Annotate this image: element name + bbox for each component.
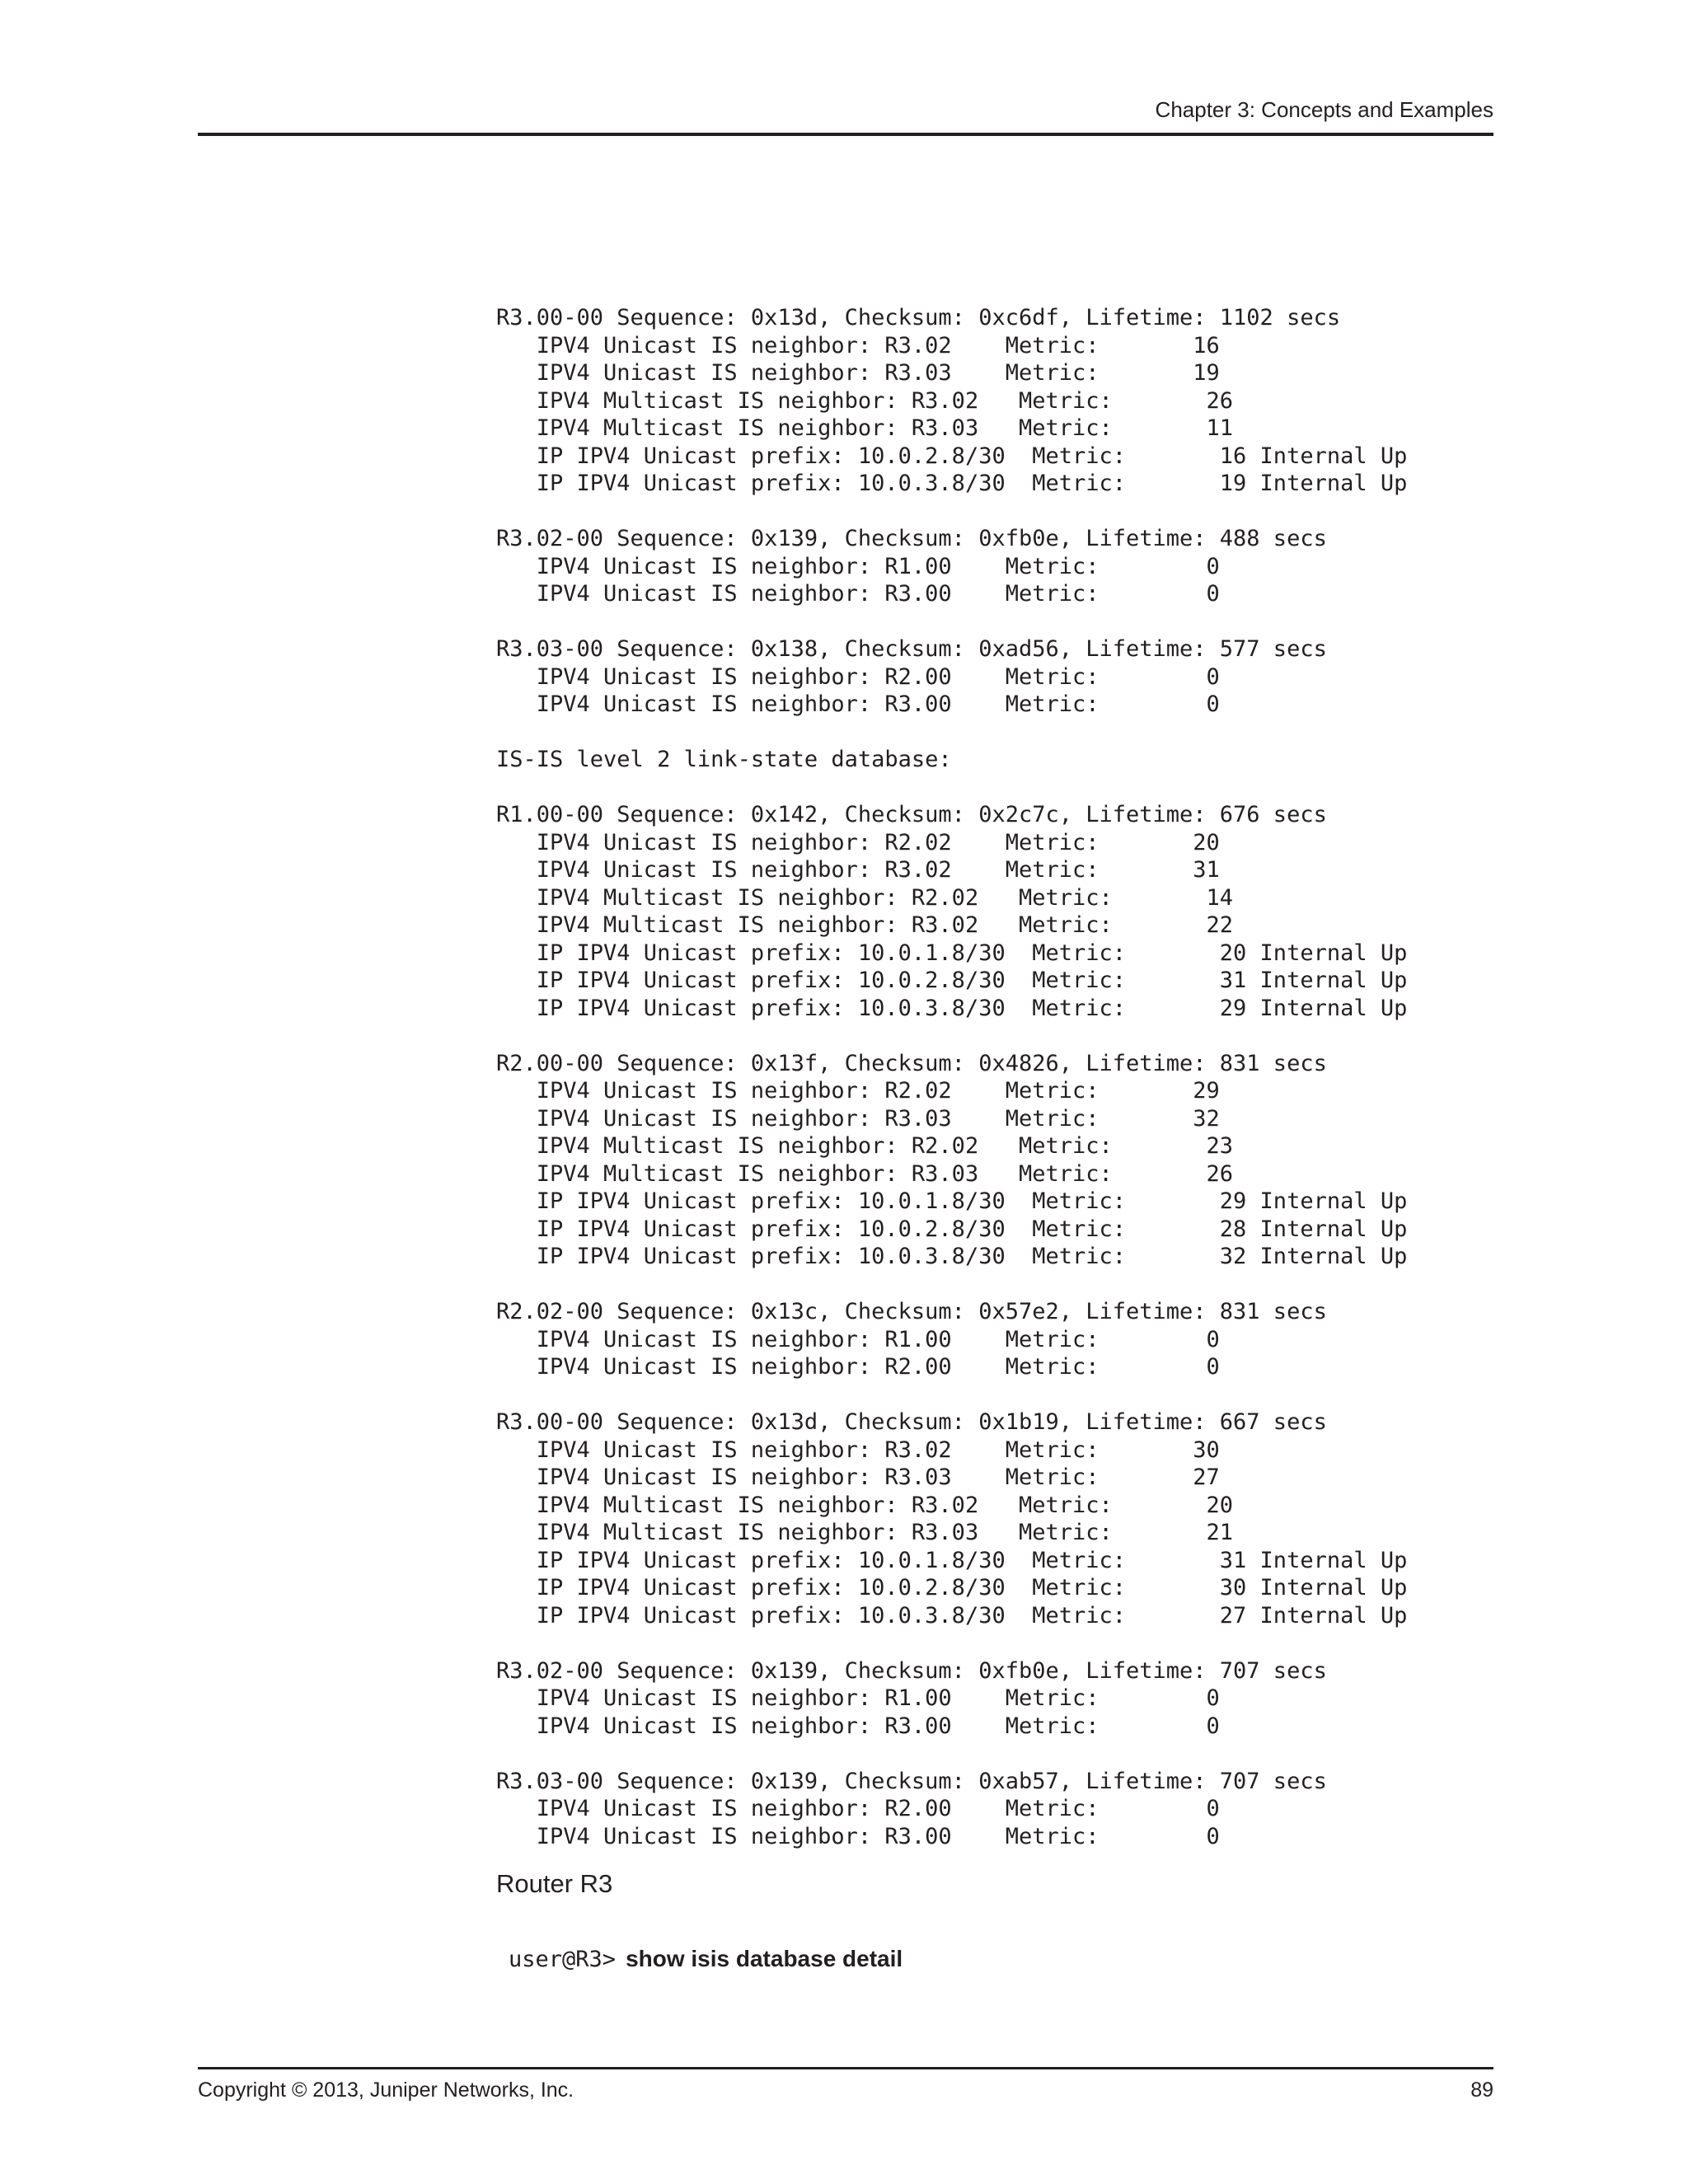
code-line: R2.02-00 Sequence: 0x13c, Checksum: 0x57e2, Lifetime: 831 secs bbox=[496, 1299, 1327, 1324]
code-line bbox=[496, 498, 1485, 526]
code-line bbox=[496, 719, 1485, 747]
code-line: IPV4 Multicast IS neighbor: R3.02 Metric: 22 bbox=[496, 912, 1234, 938]
code-line: IPV4 Multicast IS neighbor: R3.02 Metric: 26 bbox=[496, 387, 1234, 414]
code-line: IPV4 Unicast IS neighbor: R3.03 Metric: 32 bbox=[496, 1105, 1220, 1132]
code-line: IP IPV4 Unicast prefix: 10.0.1.8/30 Metric: 31 Internal Up bbox=[496, 1547, 1408, 1573]
code-line: IPV4 Multicast IS neighbor: R2.02 Metric: 23 bbox=[496, 1133, 1234, 1159]
code-line: IP IPV4 Unicast prefix: 10.0.2.8/30 Metric: 30 Internal Up bbox=[496, 1575, 1408, 1601]
cli-output-block bbox=[496, 304, 1485, 1850]
code-line bbox=[496, 1629, 1485, 1657]
code-line: IPV4 Unicast IS neighbor: R2.00 Metric: 0 bbox=[496, 1796, 1220, 1821]
code-line: IPV4 Unicast IS neighbor: R3.00 Metric: 0 bbox=[496, 581, 1220, 607]
code-line: IPV4 Unicast IS neighbor: R1.00 Metric: 0 bbox=[496, 1326, 1220, 1352]
code-line: IPV4 Unicast IS neighbor: R3.00 Metric: 0 bbox=[496, 1823, 1220, 1849]
code-line bbox=[496, 1271, 1485, 1299]
code-line bbox=[496, 774, 1485, 802]
cli-prompt: user@R3> bbox=[509, 1947, 617, 1972]
code-line: IS-IS level 2 link-state database: bbox=[496, 747, 952, 772]
code-line: IPV4 Unicast IS neighbor: R2.00 Metric: 0 bbox=[496, 1354, 1220, 1380]
section-heading: Router R3 bbox=[496, 1869, 613, 1898]
code-line: IPV4 Multicast IS neighbor: R3.03 Metric: 26 bbox=[496, 1160, 1234, 1187]
code-line: R3.00-00 Sequence: 0x13d, Checksum: 0x1b19, Lifetime: 667 secs bbox=[496, 1409, 1327, 1435]
code-line: IPV4 Unicast IS neighbor: R1.00 Metric: 0 bbox=[496, 1685, 1220, 1711]
code-line: IPV4 Unicast IS neighbor: R3.03 Metric: 27 bbox=[496, 1465, 1220, 1490]
code-line: IP IPV4 Unicast prefix: 10.0.2.8/30 Metric: 16 Internal Up bbox=[496, 443, 1408, 469]
code-line: R3.02-00 Sequence: 0x139, Checksum: 0xfb0e, Lifetime: 707 secs bbox=[496, 1657, 1327, 1684]
code-line: IP IPV4 Unicast prefix: 10.0.2.8/30 Metric: 31 Internal Up bbox=[496, 968, 1408, 993]
code-line: IPV4 Multicast IS neighbor: R2.02 Metric: 14 bbox=[496, 884, 1234, 911]
command-line bbox=[496, 1920, 903, 1972]
code-line: R3.02-00 Sequence: 0x139, Checksum: 0xfb0e, Lifetime: 488 secs bbox=[496, 526, 1327, 551]
code-line: IPV4 Unicast IS neighbor: R3.03 Metric: 19 bbox=[496, 360, 1220, 386]
header-rule bbox=[198, 133, 1493, 136]
footer-copyright: Copyright © 2013, Juniper Networks, Inc. bbox=[198, 2079, 574, 2102]
code-line: R1.00-00 Sequence: 0x142, Checksum: 0x2c7c, Lifetime: 676 secs bbox=[496, 802, 1327, 827]
code-line: R2.00-00 Sequence: 0x13f, Checksum: 0x4826, Lifetime: 831 secs bbox=[496, 1050, 1327, 1076]
code-line bbox=[496, 1381, 1485, 1409]
code-line: R3.00-00 Sequence: 0x13d, Checksum: 0xc6df, Lifetime: 1102 secs bbox=[496, 305, 1341, 330]
cli-command: show isis database detail bbox=[626, 1946, 903, 1971]
page-number: 89 bbox=[1470, 2079, 1493, 2102]
code-line: IP IPV4 Unicast prefix: 10.0.3.8/30 Metric: 32 Internal Up bbox=[496, 1244, 1408, 1269]
code-line: IP IPV4 Unicast prefix: 10.0.1.8/30 Metric: 29 Internal Up bbox=[496, 1188, 1408, 1214]
code-line: IPV4 Multicast IS neighbor: R3.03 Metric: 21 bbox=[496, 1520, 1234, 1545]
code-line: R3.03-00 Sequence: 0x138, Checksum: 0xad56, Lifetime: 577 secs bbox=[496, 636, 1327, 662]
code-line bbox=[496, 1022, 1485, 1050]
code-line: IPV4 Unicast IS neighbor: R2.02 Metric: 20 bbox=[496, 829, 1220, 855]
code-line: IP IPV4 Unicast prefix: 10.0.3.8/30 Metric: 19 Internal Up bbox=[496, 471, 1408, 496]
footer-rule bbox=[198, 2067, 1493, 2069]
code-line: IP IPV4 Unicast prefix: 10.0.3.8/30 Metric: 27 Internal Up bbox=[496, 1602, 1408, 1629]
code-line: IPV4 Multicast IS neighbor: R3.02 Metric: 20 bbox=[496, 1492, 1234, 1518]
code-line: IPV4 Unicast IS neighbor: R3.02 Metric: 30 bbox=[496, 1436, 1220, 1463]
code-line: IPV4 Multicast IS neighbor: R3.03 Metric: 11 bbox=[496, 415, 1234, 441]
code-line: IPV4 Unicast IS neighbor: R1.00 Metric: 0 bbox=[496, 553, 1220, 579]
code-line: R3.03-00 Sequence: 0x139, Checksum: 0xab57, Lifetime: 707 secs bbox=[496, 1768, 1327, 1794]
code-line: IPV4 Unicast IS neighbor: R2.00 Metric: 0 bbox=[496, 663, 1220, 690]
code-line: IPV4 Unicast IS neighbor: R2.02 Metric: 29 bbox=[496, 1078, 1220, 1104]
code-line bbox=[496, 608, 1485, 636]
code-line: IP IPV4 Unicast prefix: 10.0.1.8/30 Metric: 20 Internal Up bbox=[496, 940, 1408, 966]
code-line: IPV4 Unicast IS neighbor: R3.02 Metric: 16 bbox=[496, 332, 1220, 359]
code-line: IPV4 Unicast IS neighbor: R3.02 Metric: 31 bbox=[496, 857, 1220, 883]
code-line: IPV4 Unicast IS neighbor: R3.00 Metric: 0 bbox=[496, 1713, 1220, 1739]
running-header: Chapter 3: Concepts and Examples bbox=[1155, 97, 1493, 122]
code-line bbox=[496, 1740, 1485, 1768]
code-line: IP IPV4 Unicast prefix: 10.0.3.8/30 Metric: 29 Internal Up bbox=[496, 995, 1408, 1021]
code-line: IPV4 Unicast IS neighbor: R3.00 Metric: 0 bbox=[496, 691, 1220, 717]
code-line: IP IPV4 Unicast prefix: 10.0.2.8/30 Metric: 28 Internal Up bbox=[496, 1216, 1408, 1242]
